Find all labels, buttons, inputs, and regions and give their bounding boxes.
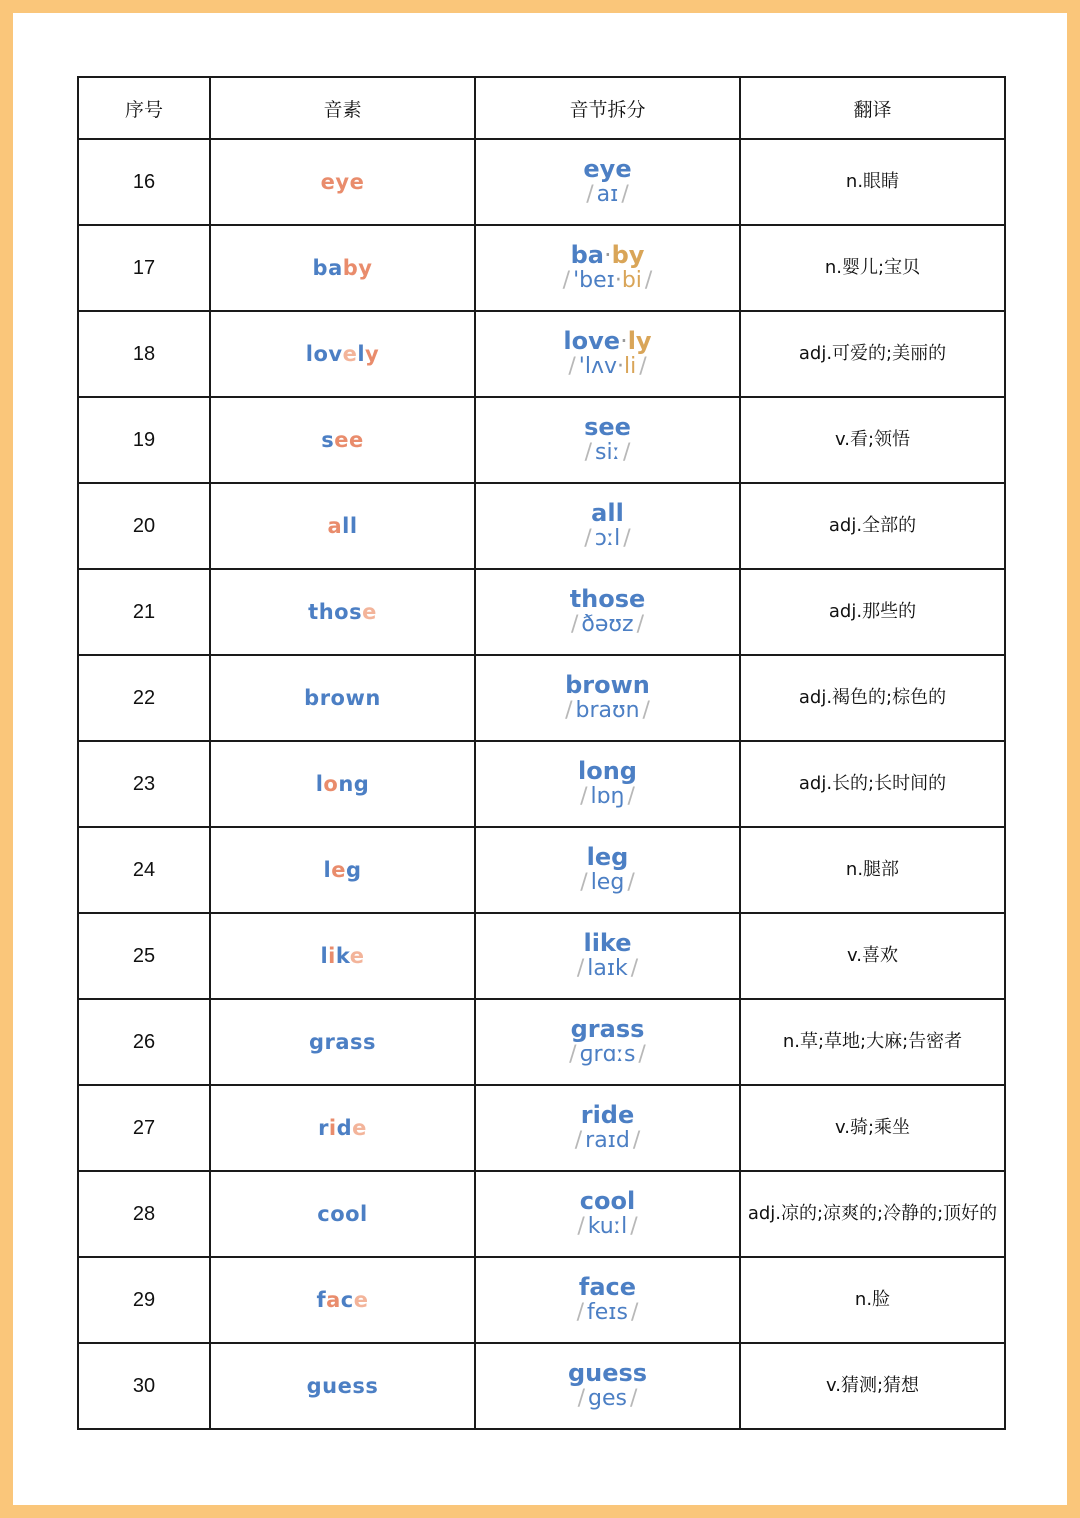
ipa-transcription xyxy=(575,1386,641,1412)
ipa-slash: / xyxy=(629,1386,638,1411)
phoneme-cell xyxy=(210,913,475,999)
translation-cell: adj.全部的 xyxy=(740,483,1005,569)
row-index: 23 xyxy=(78,741,210,827)
phoneme-part: i xyxy=(328,944,336,968)
syllable-part: guess xyxy=(567,1359,648,1387)
ipa-slash: / xyxy=(627,870,635,895)
syllable-cell xyxy=(475,483,740,569)
syllable-block xyxy=(476,1274,739,1326)
ipa-transcription xyxy=(566,1042,649,1068)
syllable-part: all xyxy=(591,499,624,527)
syllable-word xyxy=(571,1016,645,1042)
translation-cell: n.婴儿;宝贝 xyxy=(740,225,1005,311)
table-row xyxy=(78,655,1005,741)
phoneme-part: e xyxy=(362,600,377,624)
syllable-cell xyxy=(475,741,740,827)
ipa-slash: / xyxy=(621,182,629,207)
ipa-slash: / xyxy=(568,354,576,379)
translation-cell: n.草;草地;大麻;告密者 xyxy=(740,999,1005,1085)
phoneme-word xyxy=(316,772,370,796)
syllable-part: like xyxy=(583,929,632,957)
row-index: 28 xyxy=(78,1171,210,1257)
phoneme-part: f xyxy=(316,1288,327,1312)
translation-cell: n.腿部 xyxy=(740,827,1005,913)
phoneme-part: ee xyxy=(334,428,364,452)
row-index: 19 xyxy=(78,397,210,483)
ipa-text: laɪk xyxy=(587,956,628,981)
ipa-part: li xyxy=(623,354,637,379)
phoneme-part: by xyxy=(342,256,373,280)
syllable-part: ba xyxy=(570,241,604,269)
ipa-transcription xyxy=(582,440,634,466)
header-syllable: 音节拆分 xyxy=(475,77,740,139)
translation-cell: v.喜欢 xyxy=(740,913,1005,999)
ipa-text: ðəʊz xyxy=(581,612,634,637)
ipa-part: · xyxy=(614,268,622,293)
phoneme-part: ss xyxy=(350,1030,377,1054)
translation-cell: adj.凉的;凉爽的;冷静的;顶好的 xyxy=(740,1171,1005,1257)
ipa-text: raɪd xyxy=(585,1128,630,1153)
row-index: 29 xyxy=(78,1257,210,1343)
syllable-cell xyxy=(475,1171,740,1257)
phoneme-part: eye xyxy=(320,170,365,194)
phoneme-word xyxy=(324,858,362,882)
translation-cell: adj.那些的 xyxy=(740,569,1005,655)
syllable-part: long xyxy=(578,757,637,785)
ipa-part: 'beɪ xyxy=(573,268,615,293)
phoneme-word xyxy=(313,256,373,280)
syllable-part: by xyxy=(611,241,645,269)
ipa-text: braʊn xyxy=(575,698,640,723)
ipa-transcription xyxy=(574,956,641,982)
syllable-word xyxy=(579,1274,636,1300)
ipa-part: · xyxy=(616,354,624,379)
syllable-part: face xyxy=(578,1273,637,1301)
phoneme-part: ng xyxy=(338,772,370,796)
translation-cell: n.眼睛 xyxy=(740,139,1005,225)
phoneme-part: lov xyxy=(305,342,343,366)
phoneme-part: gr xyxy=(308,1030,336,1054)
phoneme-word xyxy=(309,1030,376,1054)
table-row xyxy=(78,827,1005,913)
phoneme-part: i xyxy=(328,1116,337,1140)
table-row xyxy=(78,1085,1005,1171)
phoneme-cell xyxy=(210,999,475,1085)
ipa-slash: / xyxy=(638,1042,646,1067)
phoneme-word xyxy=(321,428,364,452)
ipa-slash: / xyxy=(562,268,571,293)
syllable-part: love xyxy=(563,327,621,355)
phoneme-part: y xyxy=(365,342,380,366)
phoneme-cell xyxy=(210,1171,475,1257)
phoneme-part: r xyxy=(318,1116,329,1140)
table-row xyxy=(78,1171,1005,1257)
ipa-slash: / xyxy=(574,1128,583,1153)
syllable-word xyxy=(583,930,631,956)
ipa-slash: / xyxy=(584,440,592,465)
syllable-cell xyxy=(475,1085,740,1171)
ipa-transcription xyxy=(565,354,649,380)
phoneme-part: e xyxy=(352,1116,367,1140)
syllable-block xyxy=(476,1188,739,1240)
phoneme-part: e xyxy=(342,342,358,366)
phoneme-word xyxy=(316,1288,368,1312)
ipa-part: bi xyxy=(621,268,642,293)
syllable-part: leg xyxy=(586,843,629,871)
ipa-slash: / xyxy=(577,1214,585,1239)
phoneme-part: tho xyxy=(308,600,350,624)
phoneme-cell xyxy=(210,225,475,311)
syllable-part: ride xyxy=(580,1101,635,1129)
ipa-slash: / xyxy=(644,268,653,293)
ipa-text: siː xyxy=(595,440,620,465)
ipa-transcription xyxy=(572,1128,644,1154)
row-index: 16 xyxy=(78,139,210,225)
syllable-part: · xyxy=(603,241,612,269)
ipa-slash: / xyxy=(580,784,588,809)
phoneme-cell xyxy=(210,741,475,827)
table-row xyxy=(78,999,1005,1085)
phoneme-part: l xyxy=(357,342,366,366)
header-index: 序号 xyxy=(78,77,210,139)
ipa-transcription xyxy=(574,1214,640,1240)
table-row xyxy=(78,311,1005,397)
phoneme-part: ss xyxy=(352,1374,379,1398)
row-index: 26 xyxy=(78,999,210,1085)
table-row xyxy=(78,483,1005,569)
syllable-part: those xyxy=(569,585,646,613)
ipa-text: ges xyxy=(588,1386,627,1411)
phoneme-part: a xyxy=(326,1288,341,1312)
ipa-transcription xyxy=(577,870,637,896)
row-index: 21 xyxy=(78,569,210,655)
syllable-part: · xyxy=(620,327,628,355)
ipa-slash: / xyxy=(639,354,647,379)
phoneme-cell xyxy=(210,569,475,655)
phoneme-cell xyxy=(210,1257,475,1343)
syllable-word xyxy=(581,1102,635,1128)
phoneme-word xyxy=(307,1374,379,1398)
ipa-slash: / xyxy=(576,956,585,981)
syllable-word xyxy=(584,414,631,440)
phoneme-part: l xyxy=(320,944,329,968)
phoneme-cell xyxy=(210,397,475,483)
phoneme-part: c xyxy=(317,1202,331,1226)
phoneme-cell xyxy=(210,139,475,225)
phoneme-word xyxy=(306,342,379,366)
phoneme-word xyxy=(304,686,381,710)
row-index: 20 xyxy=(78,483,210,569)
ipa-slash: / xyxy=(576,1300,585,1325)
phoneme-part: a xyxy=(335,1030,351,1054)
ipa-part: 'lʌv xyxy=(578,354,617,379)
ipa-slash: / xyxy=(630,1300,639,1325)
ipa-text: feɪs xyxy=(587,1300,628,1325)
phoneme-word xyxy=(317,1202,368,1226)
ipa-slash: / xyxy=(632,1128,641,1153)
phoneme-part: a xyxy=(327,514,343,538)
ipa-transcription xyxy=(568,612,647,638)
phoneme-part: l xyxy=(315,772,324,796)
syllable-cell xyxy=(475,999,740,1085)
row-index: 24 xyxy=(78,827,210,913)
ipa-transcription xyxy=(583,182,632,208)
syllable-part: grass xyxy=(570,1015,645,1043)
ipa-slash: / xyxy=(630,956,639,981)
table-row xyxy=(78,1343,1005,1429)
row-index: 25 xyxy=(78,913,210,999)
ipa-transcription xyxy=(577,784,638,810)
table-row xyxy=(78,741,1005,827)
row-index: 30 xyxy=(78,1343,210,1429)
phoneme-part: ll xyxy=(342,514,358,538)
ipa-slash: / xyxy=(623,526,631,551)
translation-cell: v.看;领悟 xyxy=(740,397,1005,483)
phoneme-part: br xyxy=(304,686,331,710)
syllable-block xyxy=(476,1016,739,1068)
table-header-row xyxy=(78,77,1005,139)
table-row xyxy=(78,569,1005,655)
row-index: 27 xyxy=(78,1085,210,1171)
syllable-word xyxy=(583,156,631,182)
translation-cell: adj.长的;长时间的 xyxy=(740,741,1005,827)
phoneme-cell xyxy=(210,655,475,741)
ipa-slash: / xyxy=(627,784,635,809)
syllable-part: see xyxy=(584,413,631,441)
ipa-text: aɪ xyxy=(596,182,619,207)
phoneme-part: oo xyxy=(330,1202,361,1226)
syllable-cell xyxy=(475,1257,740,1343)
ipa-text: ɡrɑːs xyxy=(579,1042,636,1067)
syllable-block xyxy=(476,758,739,810)
syllable-word xyxy=(580,1188,635,1214)
syllable-word xyxy=(565,672,650,698)
phoneme-word xyxy=(320,944,364,968)
translation-cell: adj.褐色的;棕色的 xyxy=(740,655,1005,741)
ipa-slash: / xyxy=(586,182,594,207)
row-index: 22 xyxy=(78,655,210,741)
syllable-block xyxy=(476,1102,739,1154)
table-row xyxy=(78,139,1005,225)
header-translation: 翻译 xyxy=(740,77,1005,139)
table-row xyxy=(78,913,1005,999)
syllable-cell xyxy=(475,827,740,913)
phoneme-part: g xyxy=(345,858,362,882)
syllable-cell xyxy=(475,569,740,655)
syllable-part: ly xyxy=(627,327,652,355)
phoneme-part: ba xyxy=(312,256,343,280)
phoneme-part: e xyxy=(337,1374,353,1398)
phoneme-part: c xyxy=(340,1288,354,1312)
syllable-block xyxy=(476,242,739,294)
phoneme-part: gu xyxy=(306,1374,338,1398)
syllable-part: cool xyxy=(579,1187,636,1215)
ipa-slash: / xyxy=(569,1042,577,1067)
syllable-cell xyxy=(475,139,740,225)
ipa-slash: / xyxy=(642,698,650,723)
ipa-slash: / xyxy=(565,698,573,723)
ipa-slash: / xyxy=(571,612,579,637)
row-index: 18 xyxy=(78,311,210,397)
syllable-block xyxy=(476,1360,739,1412)
ipa-slash: / xyxy=(623,440,631,465)
phoneme-part: l xyxy=(360,1202,368,1226)
ipa-text: kuːl xyxy=(587,1214,628,1239)
translation-cell: v.猜测;猜想 xyxy=(740,1343,1005,1429)
table-row xyxy=(78,225,1005,311)
ipa-slash: / xyxy=(584,526,592,551)
syllable-cell xyxy=(475,397,740,483)
translation-cell: adj.可爱的;美丽的 xyxy=(740,311,1005,397)
phoneme-part: s xyxy=(349,600,363,624)
ipa-slash: / xyxy=(636,612,644,637)
syllable-block xyxy=(476,156,739,208)
phoneme-part: s xyxy=(321,428,335,452)
phoneme-part: ow xyxy=(330,686,366,710)
phoneme-part: e xyxy=(331,858,346,882)
syllable-word xyxy=(570,586,646,612)
syllable-part: brown xyxy=(565,671,650,699)
phoneme-part: n xyxy=(365,686,381,710)
syllable-block xyxy=(476,414,739,466)
phoneme-part: d xyxy=(336,1116,353,1140)
syllable-cell xyxy=(475,913,740,999)
ipa-text: lɒŋ xyxy=(590,784,625,809)
phoneme-cell xyxy=(210,311,475,397)
table-row xyxy=(78,397,1005,483)
syllable-part: eye xyxy=(583,155,632,183)
syllable-block xyxy=(476,500,739,552)
phoneme-word xyxy=(318,1116,367,1140)
syllable-block xyxy=(476,930,739,982)
table-row xyxy=(78,1257,1005,1343)
ipa-transcription xyxy=(562,698,653,724)
syllable-word xyxy=(578,758,637,784)
ipa-transcription xyxy=(581,526,633,552)
syllable-word xyxy=(587,844,629,870)
phoneme-word xyxy=(327,514,357,538)
ipa-slash: / xyxy=(580,870,588,895)
ipa-slash: / xyxy=(577,1386,586,1411)
syllable-cell xyxy=(475,1343,740,1429)
vocabulary-table xyxy=(77,76,1006,1430)
syllable-word xyxy=(563,328,651,354)
translation-cell: n.脸 xyxy=(740,1257,1005,1343)
syllable-word xyxy=(591,500,624,526)
syllable-block xyxy=(476,672,739,724)
ipa-transcription xyxy=(574,1300,642,1326)
syllable-word xyxy=(568,1360,647,1386)
phoneme-word xyxy=(308,600,377,624)
table-body xyxy=(78,139,1005,1429)
phoneme-part: e xyxy=(349,944,365,968)
ipa-transcription xyxy=(560,268,656,294)
phoneme-cell xyxy=(210,1343,475,1429)
ipa-text: leg xyxy=(590,870,625,895)
syllable-cell xyxy=(475,311,740,397)
header-phoneme: 音素 xyxy=(210,77,475,139)
ipa-slash: / xyxy=(630,1214,638,1239)
ipa-text: ɔːl xyxy=(594,526,621,551)
phoneme-cell xyxy=(210,483,475,569)
phoneme-part: e xyxy=(353,1288,369,1312)
syllable-block xyxy=(476,328,739,380)
syllable-cell xyxy=(475,655,740,741)
syllable-block xyxy=(476,844,739,896)
syllable-cell xyxy=(475,225,740,311)
phoneme-word xyxy=(321,170,365,194)
phoneme-cell xyxy=(210,827,475,913)
phoneme-cell xyxy=(210,1085,475,1171)
translation-cell: v.骑;乘坐 xyxy=(740,1085,1005,1171)
page-sheet xyxy=(13,13,1067,1505)
row-index: 17 xyxy=(78,225,210,311)
syllable-word xyxy=(571,242,645,268)
phoneme-part: k xyxy=(335,944,350,968)
phoneme-part: l xyxy=(323,858,332,882)
syllable-block xyxy=(476,586,739,638)
phoneme-part: o xyxy=(323,772,339,796)
